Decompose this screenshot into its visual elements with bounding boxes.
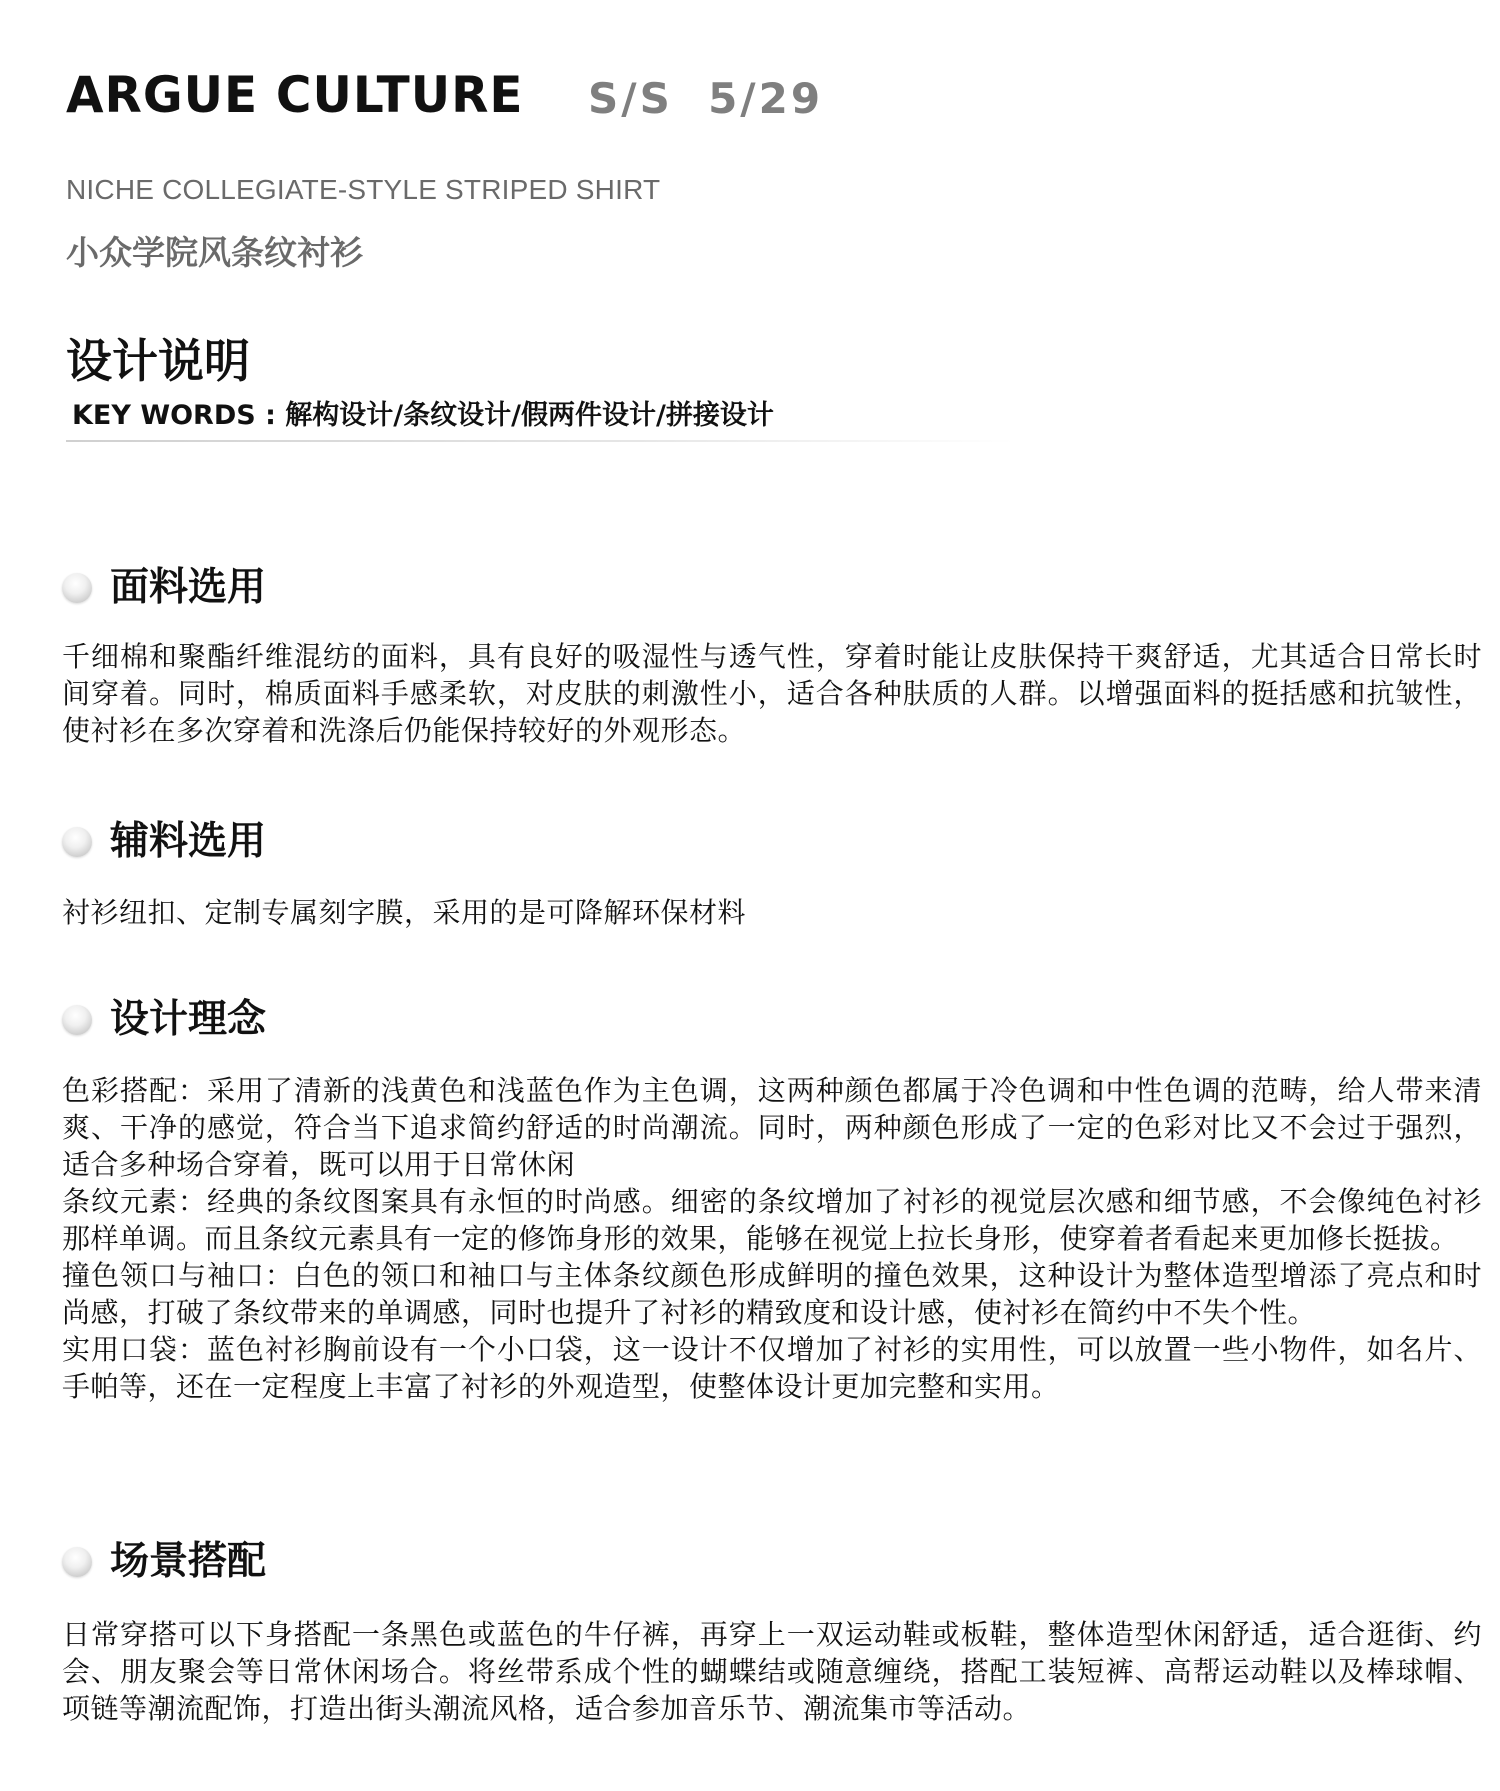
- section-text-concept: [62, 1072, 1482, 1405]
- section-text-fabric: [62, 638, 1482, 749]
- keywords-line: KEY WORDS : 解构设计/条纹设计/假两件设计/拼接设计: [72, 400, 774, 431]
- section-header-accessories: [62, 819, 267, 864]
- season-label: S/S 5/29: [588, 74, 824, 123]
- brand-title: ARGUE CULTURE: [66, 66, 524, 124]
- section-title-concept: 设计理念: [110, 997, 267, 1042]
- bullet-circle-icon: [62, 1005, 92, 1035]
- section-header-fabric: [62, 565, 267, 610]
- section-header-concept: [62, 997, 267, 1042]
- paragraph-pocket: 实用口袋：蓝色衬衫胸前设有一个小口袋，这一设计不仅增加了衬衫的实用性，可以放置一些小物件，如名片、手帕等，还在一定程度上丰富了衬衫的外观造型，使整体设计更加完整和实用。: [62, 1333, 1482, 1403]
- section-title-fabric: 面料选用: [110, 565, 267, 610]
- bullet-circle-icon: [62, 573, 92, 603]
- section-header-scene: [62, 1539, 267, 1584]
- paragraph: 衬衫纽扣、定制专属刻字膜，采用的是可降解环保材料: [62, 896, 747, 929]
- bullet-circle-icon: [62, 1547, 92, 1577]
- paragraph: 日常穿搭可以下身搭配一条黑色或蓝色的牛仔裤，再穿上一双运动鞋或板鞋，整体造型休闲舒适，适合逛街、约会、朋友聚会等日常休闲场合。将丝带系成个性的蝴蝶结或随意缠绕，搭配工装短裤、高帮运动鞋以及棒球帽、项链等潮流配饰，打造出街头潮流风格，适合参加音乐节、潮流集市等活动。: [62, 1618, 1482, 1725]
- keywords-divider: [66, 440, 1016, 442]
- paragraph: 千细棉和聚酯纤维混纺的面料，具有良好的吸湿性与透气性，穿着时能让皮肤保持干爽舒适，尤其适合日常长时间穿着。同时，棉质面料手感柔软，对皮肤的刺激性小，适合各种肤质的人群。以增强面料的挺括感和抗皱性，使衬衫在多次穿着和洗涤后仍能保持较好的外观形态。: [62, 640, 1482, 747]
- section-text-accessories: [62, 894, 1482, 931]
- section-title-accessories: 辅料选用: [110, 819, 267, 864]
- subtitle-chinese: 小众学院风条纹衬衫: [66, 233, 363, 272]
- paragraph-stripes: 条纹元素：经典的条纹图案具有永恒的时尚感。细密的条纹增加了衬衫的视觉层次感和细节感，不会像纯色衬衫那样单调。而且条纹元素具有一定的修饰身形的效果，能够在视觉上拉长身形，使穿着者看起来更加修长挺拔。: [62, 1185, 1482, 1255]
- paragraph-collar-cuffs: 撞色领口与袖口：白色的领口和袖口与主体条纹颜色形成鲜明的撞色效果，这种设计为整体造型增添了亮点和时尚感，打破了条纹带来的单调感，同时也提升了衬衫的精致度和设计感，使衬衫在简约中不失个性。: [62, 1259, 1482, 1329]
- bullet-circle-icon: [62, 827, 92, 857]
- section-title-scene: 场景搭配: [110, 1539, 267, 1584]
- paragraph-color: 色彩搭配：采用了清新的浅黄色和浅蓝色作为主色调，这两种颜色都属于冷色调和中性色调的范畴，给人带来清爽、干净的感觉，符合当下追求简约舒适的时尚潮流。同时，两种颜色形成了一定的色彩对比又不会过于强烈，适合多种场合穿着，既可以用于日常休闲: [62, 1074, 1482, 1181]
- subtitle-english: NICHE COLLEGIATE-STYLE STRIPED SHIRT: [66, 174, 661, 205]
- design-title: 设计说明: [66, 334, 250, 388]
- section-text-scene: [62, 1616, 1482, 1727]
